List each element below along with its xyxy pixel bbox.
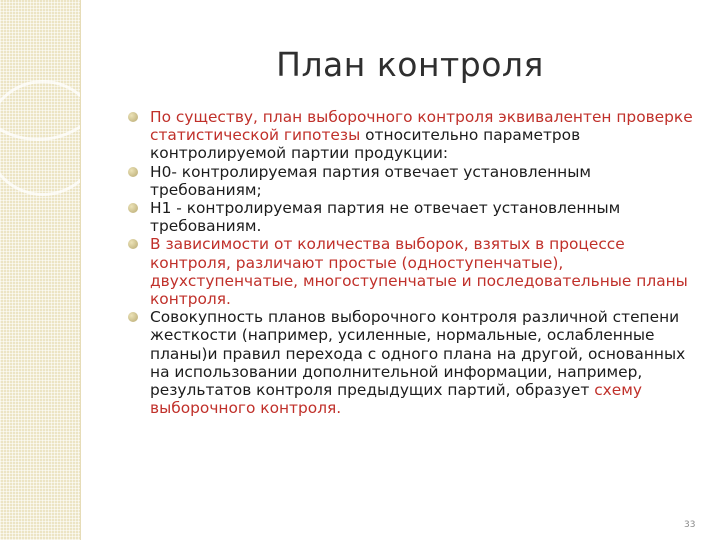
bullet-item [128, 108, 693, 163]
bullet-text-highlight: В зависимости от количества выборок, взятых в процессе контроля, различают простые (одноступенчатые), двухступенчатые, многоступенчатые и последовательные планы контроля. [150, 235, 688, 309]
bullet-item [128, 199, 693, 235]
slide-title: План контроля [276, 45, 544, 84]
bullet-icon [128, 203, 138, 213]
page-number: 33 [684, 520, 696, 530]
bullet-text-highlight: По существу, план выборочного контроля эквивалентен проверке статистической гипотезы [150, 108, 693, 145]
bullet-item [128, 235, 693, 308]
bullet-icon [128, 112, 138, 122]
bullet-icon [128, 167, 138, 177]
bullet-item [128, 308, 693, 417]
bullet-text: Совокупность планов выборочного контроля различной степени жесткости (например, усиленные, нормальные, ослабленные планы)и правил перехода с одного плана на другой, основанных на использовании дополнительной информации, например, результатов контроля предыдущих партий, образует [150, 308, 686, 400]
bullet-text: относительно параметров контролируемой партии продукции: [150, 126, 581, 163]
decorative-ring [0, 80, 80, 196]
bullet-text-highlight: схему выборочного контроля. [150, 381, 642, 418]
bullet-icon [128, 312, 138, 322]
bullet-icon [128, 239, 138, 249]
side-divider [80, 0, 81, 540]
bullet-text: Н1 - контролируемая партия не отвечает установленным требованиям. [150, 199, 621, 236]
decorative-side-band [0, 0, 80, 540]
bullet-text: Н0- контролируемая партия отвечает установленным требованиям; [150, 162, 591, 199]
bullet-item [128, 163, 693, 199]
bullet-list [128, 108, 693, 417]
